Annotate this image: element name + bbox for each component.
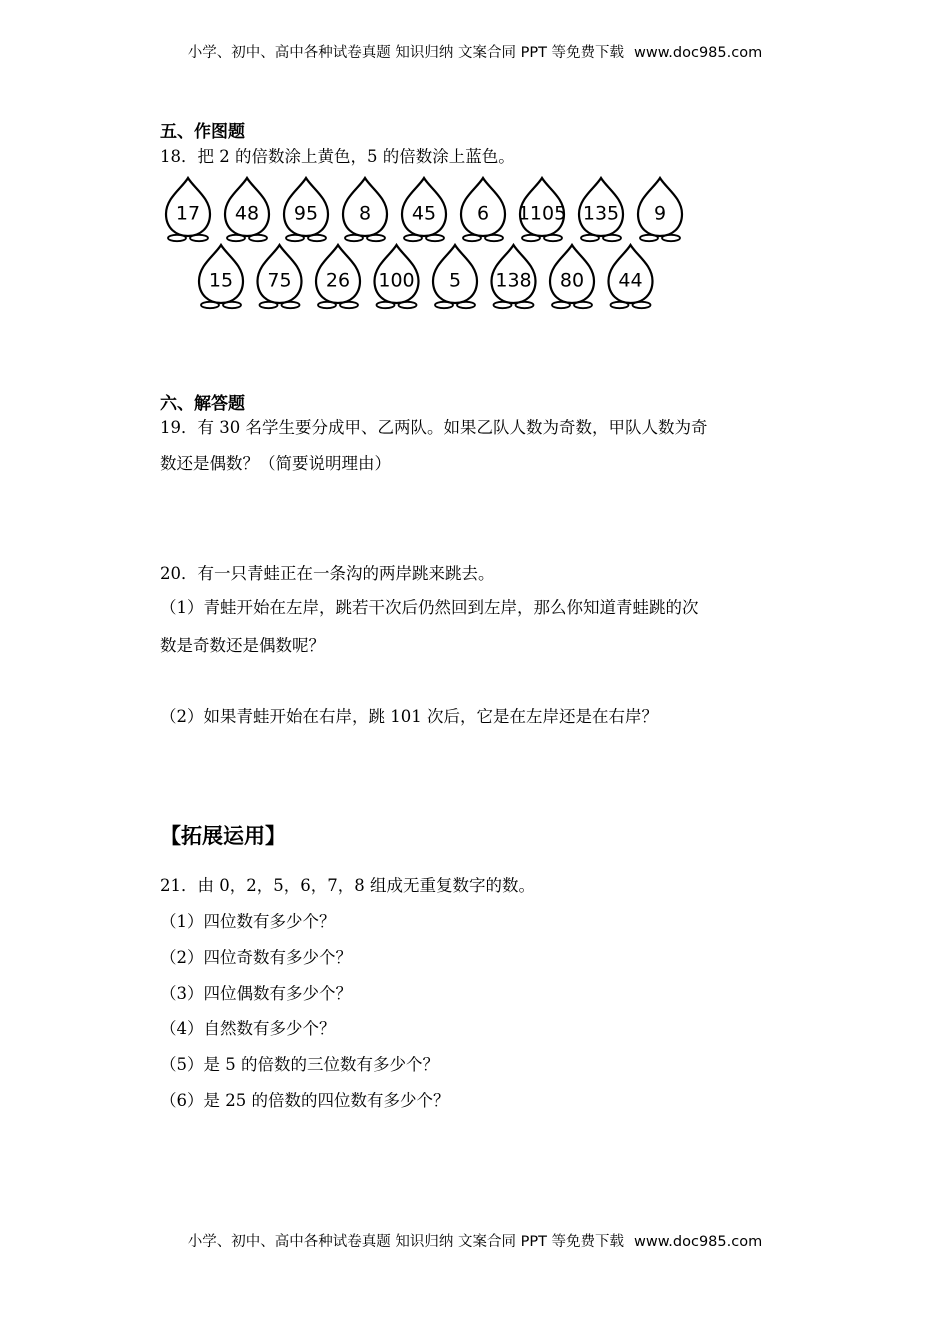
footer-url[interactable]: www.doc985.com bbox=[634, 1234, 763, 1250]
drop-number: 1105 bbox=[517, 202, 567, 225]
drop-number: 26 bbox=[325, 269, 351, 292]
drop-number: 17 bbox=[175, 202, 201, 225]
drop-foot bbox=[308, 235, 326, 241]
question-21-part-4: （4）自然数有多少个？ bbox=[160, 1019, 336, 1038]
drop-foot bbox=[227, 235, 245, 241]
drop-foot bbox=[640, 235, 658, 241]
drop-foot bbox=[190, 235, 208, 241]
drop-foot bbox=[282, 302, 300, 308]
drop-number: 44 bbox=[618, 269, 643, 292]
header-text: 小学、初中、高中各种试卷真题 知识归纳 文案合同 PPT 等免费下载 bbox=[187, 45, 625, 61]
drop-foot bbox=[168, 235, 186, 241]
drop-number: 75 bbox=[267, 269, 292, 292]
drop-number: 5 bbox=[448, 269, 462, 292]
number-drop bbox=[609, 245, 653, 308]
drop-foot bbox=[522, 235, 540, 241]
drop-foot bbox=[377, 302, 395, 308]
number-drop bbox=[225, 178, 269, 241]
question-20: 20．有一只青蛙正在一条沟的两岸跳来跳去。 bbox=[160, 564, 495, 583]
drop-foot bbox=[367, 235, 385, 241]
drop-foot bbox=[201, 302, 219, 308]
header-url[interactable]: www.doc985.com bbox=[634, 45, 763, 61]
drop-foot bbox=[435, 302, 453, 308]
drop-foot bbox=[426, 235, 444, 241]
extension-title: 【拓展运用】 bbox=[160, 824, 286, 848]
drop-number: 135 bbox=[582, 202, 620, 225]
number-drop bbox=[461, 178, 505, 241]
drop-number: 9 bbox=[653, 202, 667, 225]
drop-foot bbox=[662, 235, 680, 241]
question-21-part-5: （5）是 5 的倍数的三位数有多少个？ bbox=[160, 1055, 439, 1074]
number-drop bbox=[343, 178, 387, 241]
number-drop bbox=[375, 245, 419, 308]
section-6-title: 六、解答题 bbox=[160, 394, 245, 414]
drop-number: 15 bbox=[208, 269, 234, 292]
number-drop bbox=[579, 178, 623, 241]
number-drop bbox=[433, 245, 477, 308]
question-20-part-1-line-2: 数是奇数还是偶数呢？ bbox=[160, 636, 325, 655]
drop-foot bbox=[581, 235, 599, 241]
drop-number: 100 bbox=[378, 269, 415, 292]
drop-foot bbox=[399, 302, 417, 308]
number-drop bbox=[638, 178, 682, 241]
drop-foot bbox=[345, 235, 363, 241]
drop-number: 95 bbox=[293, 202, 319, 225]
number-drop bbox=[199, 245, 243, 308]
drop-number: 8 bbox=[358, 202, 372, 225]
drop-foot bbox=[260, 302, 278, 308]
drop-foot bbox=[340, 302, 358, 308]
number-drop bbox=[402, 178, 446, 241]
question-19-line-2: 数还是偶数？（简要说明理由） bbox=[160, 454, 391, 473]
question-20-part-1-line-1: （1）青蛙开始在左岸，跳若干次后仍然回到左岸，那么你知道青蛙跳的次 bbox=[160, 598, 699, 617]
footer-text: 小学、初中、高中各种试卷真题 知识归纳 文案合同 PPT 等免费下载 bbox=[187, 1234, 625, 1250]
number-drop bbox=[492, 245, 536, 308]
number-drop bbox=[518, 178, 566, 241]
number-drop bbox=[316, 245, 360, 308]
drop-number: 6 bbox=[476, 202, 490, 225]
drop-number: 80 bbox=[559, 269, 585, 292]
drop-foot bbox=[457, 302, 475, 308]
question-19-line-1: 19．有 30 名学生要分成甲、乙两队。如果乙队人数为奇数，甲队人数为奇 bbox=[160, 418, 708, 437]
drop-foot bbox=[494, 302, 512, 308]
number-drop bbox=[166, 178, 210, 241]
number-drop bbox=[284, 178, 328, 241]
drop-foot bbox=[463, 235, 481, 241]
drop-foot bbox=[611, 302, 629, 308]
drop-foot bbox=[286, 235, 304, 241]
question-21-part-1: （1）四位数有多少个？ bbox=[160, 912, 336, 931]
question-21: 21．由 0，2，5，6，7，8 组成无重复数字的数。 bbox=[160, 876, 535, 895]
drop-number: 138 bbox=[495, 269, 532, 292]
drop-foot bbox=[516, 302, 534, 308]
drop-foot bbox=[574, 302, 592, 308]
drop-foot bbox=[544, 235, 562, 241]
drop-foot bbox=[318, 302, 336, 308]
drop-number: 48 bbox=[234, 202, 260, 225]
drop-foot bbox=[223, 302, 241, 308]
question-21-part-3: （3）四位偶数有多少个？ bbox=[160, 984, 352, 1003]
drop-number: 45 bbox=[411, 202, 437, 225]
drop-foot bbox=[552, 302, 570, 308]
number-drop bbox=[550, 245, 594, 308]
question-18: 18．把 2 的倍数涂上黄色，5 的倍数涂上蓝色。 bbox=[160, 147, 515, 166]
drop-foot bbox=[485, 235, 503, 241]
page-footer bbox=[0, 1230, 950, 1251]
section-5-title: 五、作图题 bbox=[160, 122, 245, 142]
number-drops-figure bbox=[0, 0, 950, 330]
question-21-part-6: （6）是 25 的倍数的四位数有多少个？ bbox=[160, 1091, 450, 1110]
question-21-part-2: （2）四位奇数有多少个？ bbox=[160, 948, 352, 967]
drop-foot bbox=[404, 235, 422, 241]
number-drop bbox=[258, 245, 302, 308]
drop-foot bbox=[633, 302, 651, 308]
drop-foot bbox=[603, 235, 621, 241]
question-20-part-2: （2）如果青蛙开始在右岸，跳 101 次后，它是在左岸还是在右岸？ bbox=[160, 707, 658, 726]
drop-foot bbox=[249, 235, 267, 241]
